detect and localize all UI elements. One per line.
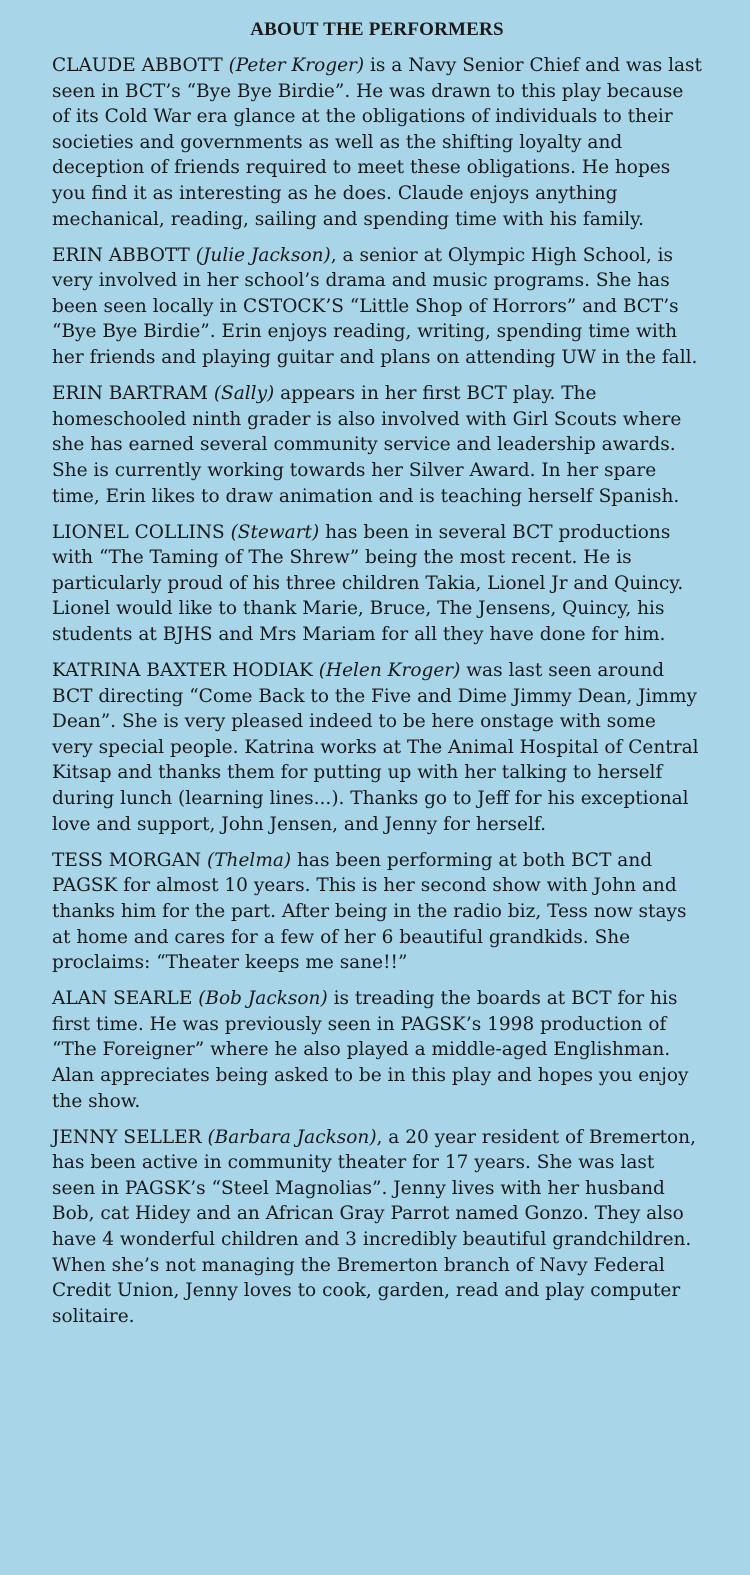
performer-role: (Sally) (213, 383, 275, 405)
performer-role: (Barbara Jackson) (207, 1126, 377, 1148)
performer-description: , a 20 year resident of Bremerton, has been active in community theater for 17 years. She was last seen in PAGSK’s “Steel Magnolias”. Jenny lives with her husband Bob, cat Hidey and an African Gray Parrot named Gonzo. They also have 4 wonderful children and 3 incredibly beautiful grandchildren. When she’s not managing the Bremerton branch of Navy Federal Credit Union, Jenny loves to cook, garden, read and play computer solitaire. (52, 1126, 696, 1327)
performer-name: ERIN ABBOTT (52, 244, 196, 266)
performer-name: KATRINA BAXTER HODIAK (52, 660, 319, 682)
performer-description: has been in several BCT productions with “The Taming of The Shrew” being the most recent. He is particularly proud of his three children Takia, Lionel Jr and Quincy. Lionel would like to thank Marie, Bruce, The Jensens, Quincy, his students at BJHS and Mrs Mariam for all they have done for him. (52, 521, 684, 645)
performer-bio (52, 381, 702, 509)
performer-role: (Helen Kroger) (318, 660, 461, 682)
performer-description: appears in her first BCT play. The homeschooled ninth grader is also involved with Girl Scouts where she has earned several community service and leadership awards. She is currently working towards her Silver Award. In her spare time, Erin likes to draw animation and is teaching herself Spanish. (52, 383, 682, 507)
performer-name: TESS MORGAN (52, 849, 207, 871)
performer-bio (52, 848, 702, 976)
performer-name: LIONEL COLLINS (52, 521, 231, 543)
performer-description: , a senior at Olympic High School, is very involved in her school’s drama and music programs. She has been seen locally in CSTOCK’S “Little Shop of Horrors” and BCT’s “Bye Bye Birdie”. Erin enjoys reading, writing, spending time with her friends and playing guitar and plans on attending UW in the fall. (52, 244, 698, 369)
performer-name: CLAUDE ABBOTT (52, 55, 229, 76)
performer-description: was last seen around BCT directing “Come Back to the Five and Dime Jimmy Dean, Jimmy Dean”. She is very pleased indeed to be here onstage with some very special people. Katrina works at The Animal Hospital of Central Kitsap and thanks them for putting up with her talking to herself during lunch (learning lines...). Thanks go to Jeff for his exceptional love and support, John Jensen, and Jenny for herself. (52, 660, 699, 835)
performer-bio (52, 658, 702, 837)
performer-bio (52, 1125, 702, 1330)
performer-bio (52, 520, 702, 648)
performer-name: ERIN BARTRAM (52, 383, 214, 405)
performer-role: (Julie Jackson) (195, 244, 331, 266)
performer-description: is treading the boards at BCT for his first time. He was previously seen in PAGSK’s 1998 production of “The Foreigner” where he also played a middle-aged Englishman. Alan appreciates being asked to be in this play and hopes you enjoy the show. (52, 988, 689, 1112)
performer-bio (52, 243, 702, 371)
performer-name: ALAN SEARLE (52, 988, 199, 1010)
performer-role: (Peter Kroger) (228, 55, 365, 76)
performer-bio (52, 986, 702, 1114)
performer-bio (52, 53, 702, 232)
performer-role: (Stewart) (230, 521, 320, 543)
performer-role: (Bob Jackson) (198, 988, 328, 1010)
page-heading: ABOUT THE PERFORMERS (250, 19, 504, 40)
performer-role: (Thelma) (207, 849, 292, 871)
performer-description: has been performing at both BCT and PAGSK for almost 10 years. This is her second show with John and thanks him for the part. After being in the radio biz, Tess now stays at home and cares for a few of her 6 beautiful grandkids. She proclaims: “Theater keeps me sane!!” (52, 849, 687, 974)
performer-name: JENNY SELLER (52, 1126, 208, 1148)
performer-description: is a Navy Senior Chief and was last seen in BCT’s “Bye Bye Birdie”. He was drawn to this play because of its Cold War era glance at the obligations of individuals to their societies and governments as well as the shifting loyalty and deception of friends required to meet these obligations. He hopes you find it as interesting as he does. Claude enjoys anything mechanical, reading, sailing and spending time with his family. (52, 55, 702, 230)
